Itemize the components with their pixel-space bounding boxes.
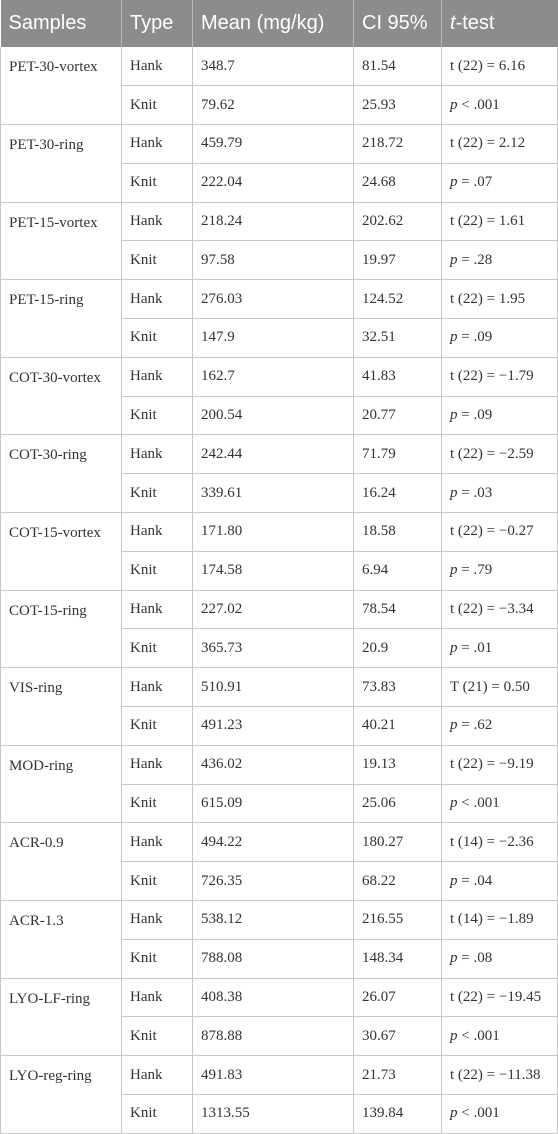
ci-cell: 20.9 — [354, 629, 442, 668]
ttest-cell: t (22) = 1.95 — [442, 280, 558, 319]
p-value: = .28 — [457, 251, 493, 268]
sample-name: PET-30-ring — [1, 125, 122, 203]
ci-cell: 78.54 — [354, 590, 442, 629]
header-ttest-italic: t — [450, 12, 456, 34]
mean-cell: 491.23 — [193, 707, 354, 746]
sample-name: ACR-0.9 — [1, 823, 122, 901]
sample-name: LYO-reg-ring — [1, 1056, 122, 1134]
p-symbol: p — [450, 407, 458, 424]
pvalue-cell — [442, 707, 558, 746]
sample-name: COT-15-ring — [1, 590, 122, 668]
ci-cell: 40.21 — [354, 707, 442, 746]
table-row — [1, 1056, 558, 1095]
type-cell: Knit — [122, 707, 193, 746]
ci-cell: 6.94 — [354, 551, 442, 590]
type-cell: Hank — [122, 978, 193, 1017]
ttest-cell: t (22) = −2.59 — [442, 435, 558, 474]
type-cell: Knit — [122, 1017, 193, 1056]
sample-name: LYO-LF-ring — [1, 978, 122, 1056]
pvalue-cell — [442, 629, 558, 668]
p-value: < .001 — [457, 1105, 500, 1122]
type-cell: Knit — [122, 241, 193, 280]
table-row — [1, 590, 558, 629]
ci-cell: 21.73 — [354, 1056, 442, 1095]
table-row — [1, 745, 558, 784]
ttest-cell: t (22) = −3.34 — [442, 590, 558, 629]
p-value: = .09 — [457, 329, 493, 346]
ci-cell: 19.13 — [354, 745, 442, 784]
type-cell: Hank — [122, 668, 193, 707]
ci-cell: 26.07 — [354, 978, 442, 1017]
pvalue-cell — [442, 396, 558, 435]
pvalue-cell — [442, 319, 558, 358]
p-value: < .001 — [457, 1027, 500, 1044]
mean-cell: 408.38 — [193, 978, 354, 1017]
table-row — [1, 978, 558, 1017]
header-ci: CI 95% — [354, 0, 442, 47]
ci-cell: 18.58 — [354, 513, 442, 552]
p-value: = .01 — [457, 639, 493, 656]
pvalue-cell — [442, 1017, 558, 1056]
mean-cell: 788.08 — [193, 939, 354, 978]
sample-name: PET-15-vortex — [1, 202, 122, 280]
type-cell: Hank — [122, 280, 193, 319]
ci-cell: 25.93 — [354, 86, 442, 125]
mean-cell: 615.09 — [193, 784, 354, 823]
sample-name: COT-30-ring — [1, 435, 122, 513]
p-symbol: p — [450, 251, 458, 268]
ci-cell: 16.24 — [354, 474, 442, 513]
pvalue-cell — [442, 939, 558, 978]
ttest-cell: t (14) = −2.36 — [442, 823, 558, 862]
type-cell: Hank — [122, 1056, 193, 1095]
mean-cell: 538.12 — [193, 901, 354, 940]
p-value: = .04 — [457, 872, 493, 889]
p-symbol: p — [450, 639, 458, 656]
sample-name: ACR-1.3 — [1, 901, 122, 979]
mean-cell: 494.22 — [193, 823, 354, 862]
type-cell: Knit — [122, 474, 193, 513]
pvalue-cell — [442, 163, 558, 202]
mean-cell: 276.03 — [193, 280, 354, 319]
mean-cell: 365.73 — [193, 629, 354, 668]
type-cell: Knit — [122, 629, 193, 668]
sample-name: PET-15-ring — [1, 280, 122, 358]
mean-cell: 200.54 — [193, 396, 354, 435]
ci-cell: 148.34 — [354, 939, 442, 978]
type-cell: Hank — [122, 125, 193, 164]
mean-cell: 726.35 — [193, 862, 354, 901]
pvalue-cell — [442, 862, 558, 901]
ci-cell: 20.77 — [354, 396, 442, 435]
sample-name: VIS-ring — [1, 668, 122, 746]
table-row — [1, 125, 558, 164]
type-cell: Hank — [122, 357, 193, 396]
type-cell: Knit — [122, 1095, 193, 1134]
ci-cell: 71.79 — [354, 435, 442, 474]
ci-cell: 180.27 — [354, 823, 442, 862]
ttest-cell: t (22) = 6.16 — [442, 47, 558, 86]
mean-cell: 491.83 — [193, 1056, 354, 1095]
mean-cell: 227.02 — [193, 590, 354, 629]
type-cell: Knit — [122, 86, 193, 125]
mean-cell: 147.9 — [193, 319, 354, 358]
table-row — [1, 823, 558, 862]
mean-cell: 222.04 — [193, 163, 354, 202]
mean-cell: 878.88 — [193, 1017, 354, 1056]
type-cell: Knit — [122, 862, 193, 901]
p-symbol: p — [450, 1105, 458, 1122]
header-mean: Mean (mg/kg) — [193, 0, 354, 47]
p-value: = .62 — [457, 717, 493, 734]
p-symbol: p — [450, 717, 458, 734]
mean-cell: 510.91 — [193, 668, 354, 707]
p-value: < .001 — [457, 96, 500, 113]
ci-cell: 81.54 — [354, 47, 442, 86]
ci-cell: 41.83 — [354, 357, 442, 396]
table-row — [1, 47, 558, 86]
sample-name: PET-30-vortex — [1, 47, 122, 125]
p-symbol: p — [450, 872, 458, 889]
ci-cell: 73.83 — [354, 668, 442, 707]
sample-name: COT-15-vortex — [1, 513, 122, 591]
ttest-cell: t (22) = −11.38 — [442, 1056, 558, 1095]
mean-cell: 348.7 — [193, 47, 354, 86]
pvalue-cell — [442, 551, 558, 590]
ci-cell: 24.68 — [354, 163, 442, 202]
header-ttest-rest: -test — [455, 12, 495, 34]
p-symbol: p — [450, 795, 458, 812]
ttest-cell: t (22) = 2.12 — [442, 125, 558, 164]
type-cell: Hank — [122, 745, 193, 784]
table-row — [1, 202, 558, 241]
mean-cell: 436.02 — [193, 745, 354, 784]
pvalue-cell — [442, 474, 558, 513]
mean-cell: 174.58 — [193, 551, 354, 590]
p-value: = .09 — [457, 407, 493, 424]
table-row — [1, 668, 558, 707]
ttest-cell: t (22) = −1.79 — [442, 357, 558, 396]
type-cell: Hank — [122, 590, 193, 629]
mean-cell: 218.24 — [193, 202, 354, 241]
ttest-cell: t (14) = −1.89 — [442, 901, 558, 940]
mean-cell: 459.79 — [193, 125, 354, 164]
p-symbol: p — [450, 96, 458, 113]
ci-cell: 216.55 — [354, 901, 442, 940]
ttest-cell: t (22) = −19.45 — [442, 978, 558, 1017]
mean-cell: 171.80 — [193, 513, 354, 552]
type-cell: Hank — [122, 823, 193, 862]
pvalue-cell — [442, 784, 558, 823]
table-row — [1, 901, 558, 940]
p-symbol: p — [450, 1027, 458, 1044]
ci-cell: 68.22 — [354, 862, 442, 901]
ttest-cell: t (22) = −0.27 — [442, 513, 558, 552]
table-row — [1, 513, 558, 552]
ci-cell: 19.97 — [354, 241, 442, 280]
table-row — [1, 357, 558, 396]
mean-cell: 339.61 — [193, 474, 354, 513]
table-row — [1, 280, 558, 319]
type-cell: Knit — [122, 396, 193, 435]
pvalue-cell — [442, 241, 558, 280]
ci-cell: 30.67 — [354, 1017, 442, 1056]
table-row — [1, 435, 558, 474]
mean-cell: 242.44 — [193, 435, 354, 474]
p-value: < .001 — [457, 795, 500, 812]
sample-name: MOD-ring — [1, 745, 122, 823]
p-value: = .03 — [457, 484, 493, 501]
mean-cell: 1313.55 — [193, 1095, 354, 1134]
ci-cell: 218.72 — [354, 125, 442, 164]
type-cell: Hank — [122, 47, 193, 86]
ttest-cell: t (22) = 1.61 — [442, 202, 558, 241]
sample-name: COT-30-vortex — [1, 357, 122, 435]
type-cell: Knit — [122, 163, 193, 202]
ci-cell: 25.06 — [354, 784, 442, 823]
pvalue-cell — [442, 86, 558, 125]
header-row — [1, 0, 558, 47]
p-value: = .07 — [457, 174, 493, 191]
type-cell: Knit — [122, 319, 193, 358]
ci-cell: 124.52 — [354, 280, 442, 319]
mean-cell: 162.7 — [193, 357, 354, 396]
header-ttest — [442, 0, 558, 47]
p-symbol: p — [450, 329, 458, 346]
type-cell: Knit — [122, 939, 193, 978]
p-symbol: p — [450, 484, 458, 501]
pvalue-cell — [442, 1095, 558, 1134]
mean-cell: 97.58 — [193, 241, 354, 280]
table-header — [1, 0, 558, 47]
p-symbol: p — [450, 562, 458, 579]
type-cell: Knit — [122, 551, 193, 590]
type-cell: Hank — [122, 901, 193, 940]
table-body — [1, 47, 558, 1133]
type-cell: Hank — [122, 202, 193, 241]
type-cell: Knit — [122, 784, 193, 823]
type-cell: Hank — [122, 435, 193, 474]
type-cell: Hank — [122, 513, 193, 552]
p-symbol: p — [450, 174, 458, 191]
p-symbol: p — [450, 950, 458, 967]
ttest-cell: T (21) = 0.50 — [442, 668, 558, 707]
header-type: Type — [122, 0, 193, 47]
mean-cell: 79.62 — [193, 86, 354, 125]
p-value: = .08 — [457, 950, 493, 967]
ttest-cell: t (22) = −9.19 — [442, 745, 558, 784]
header-samples: Samples — [1, 0, 122, 47]
ci-cell: 202.62 — [354, 202, 442, 241]
ci-cell: 139.84 — [354, 1095, 442, 1134]
ci-cell: 32.51 — [354, 319, 442, 358]
p-value: = .79 — [457, 562, 493, 579]
